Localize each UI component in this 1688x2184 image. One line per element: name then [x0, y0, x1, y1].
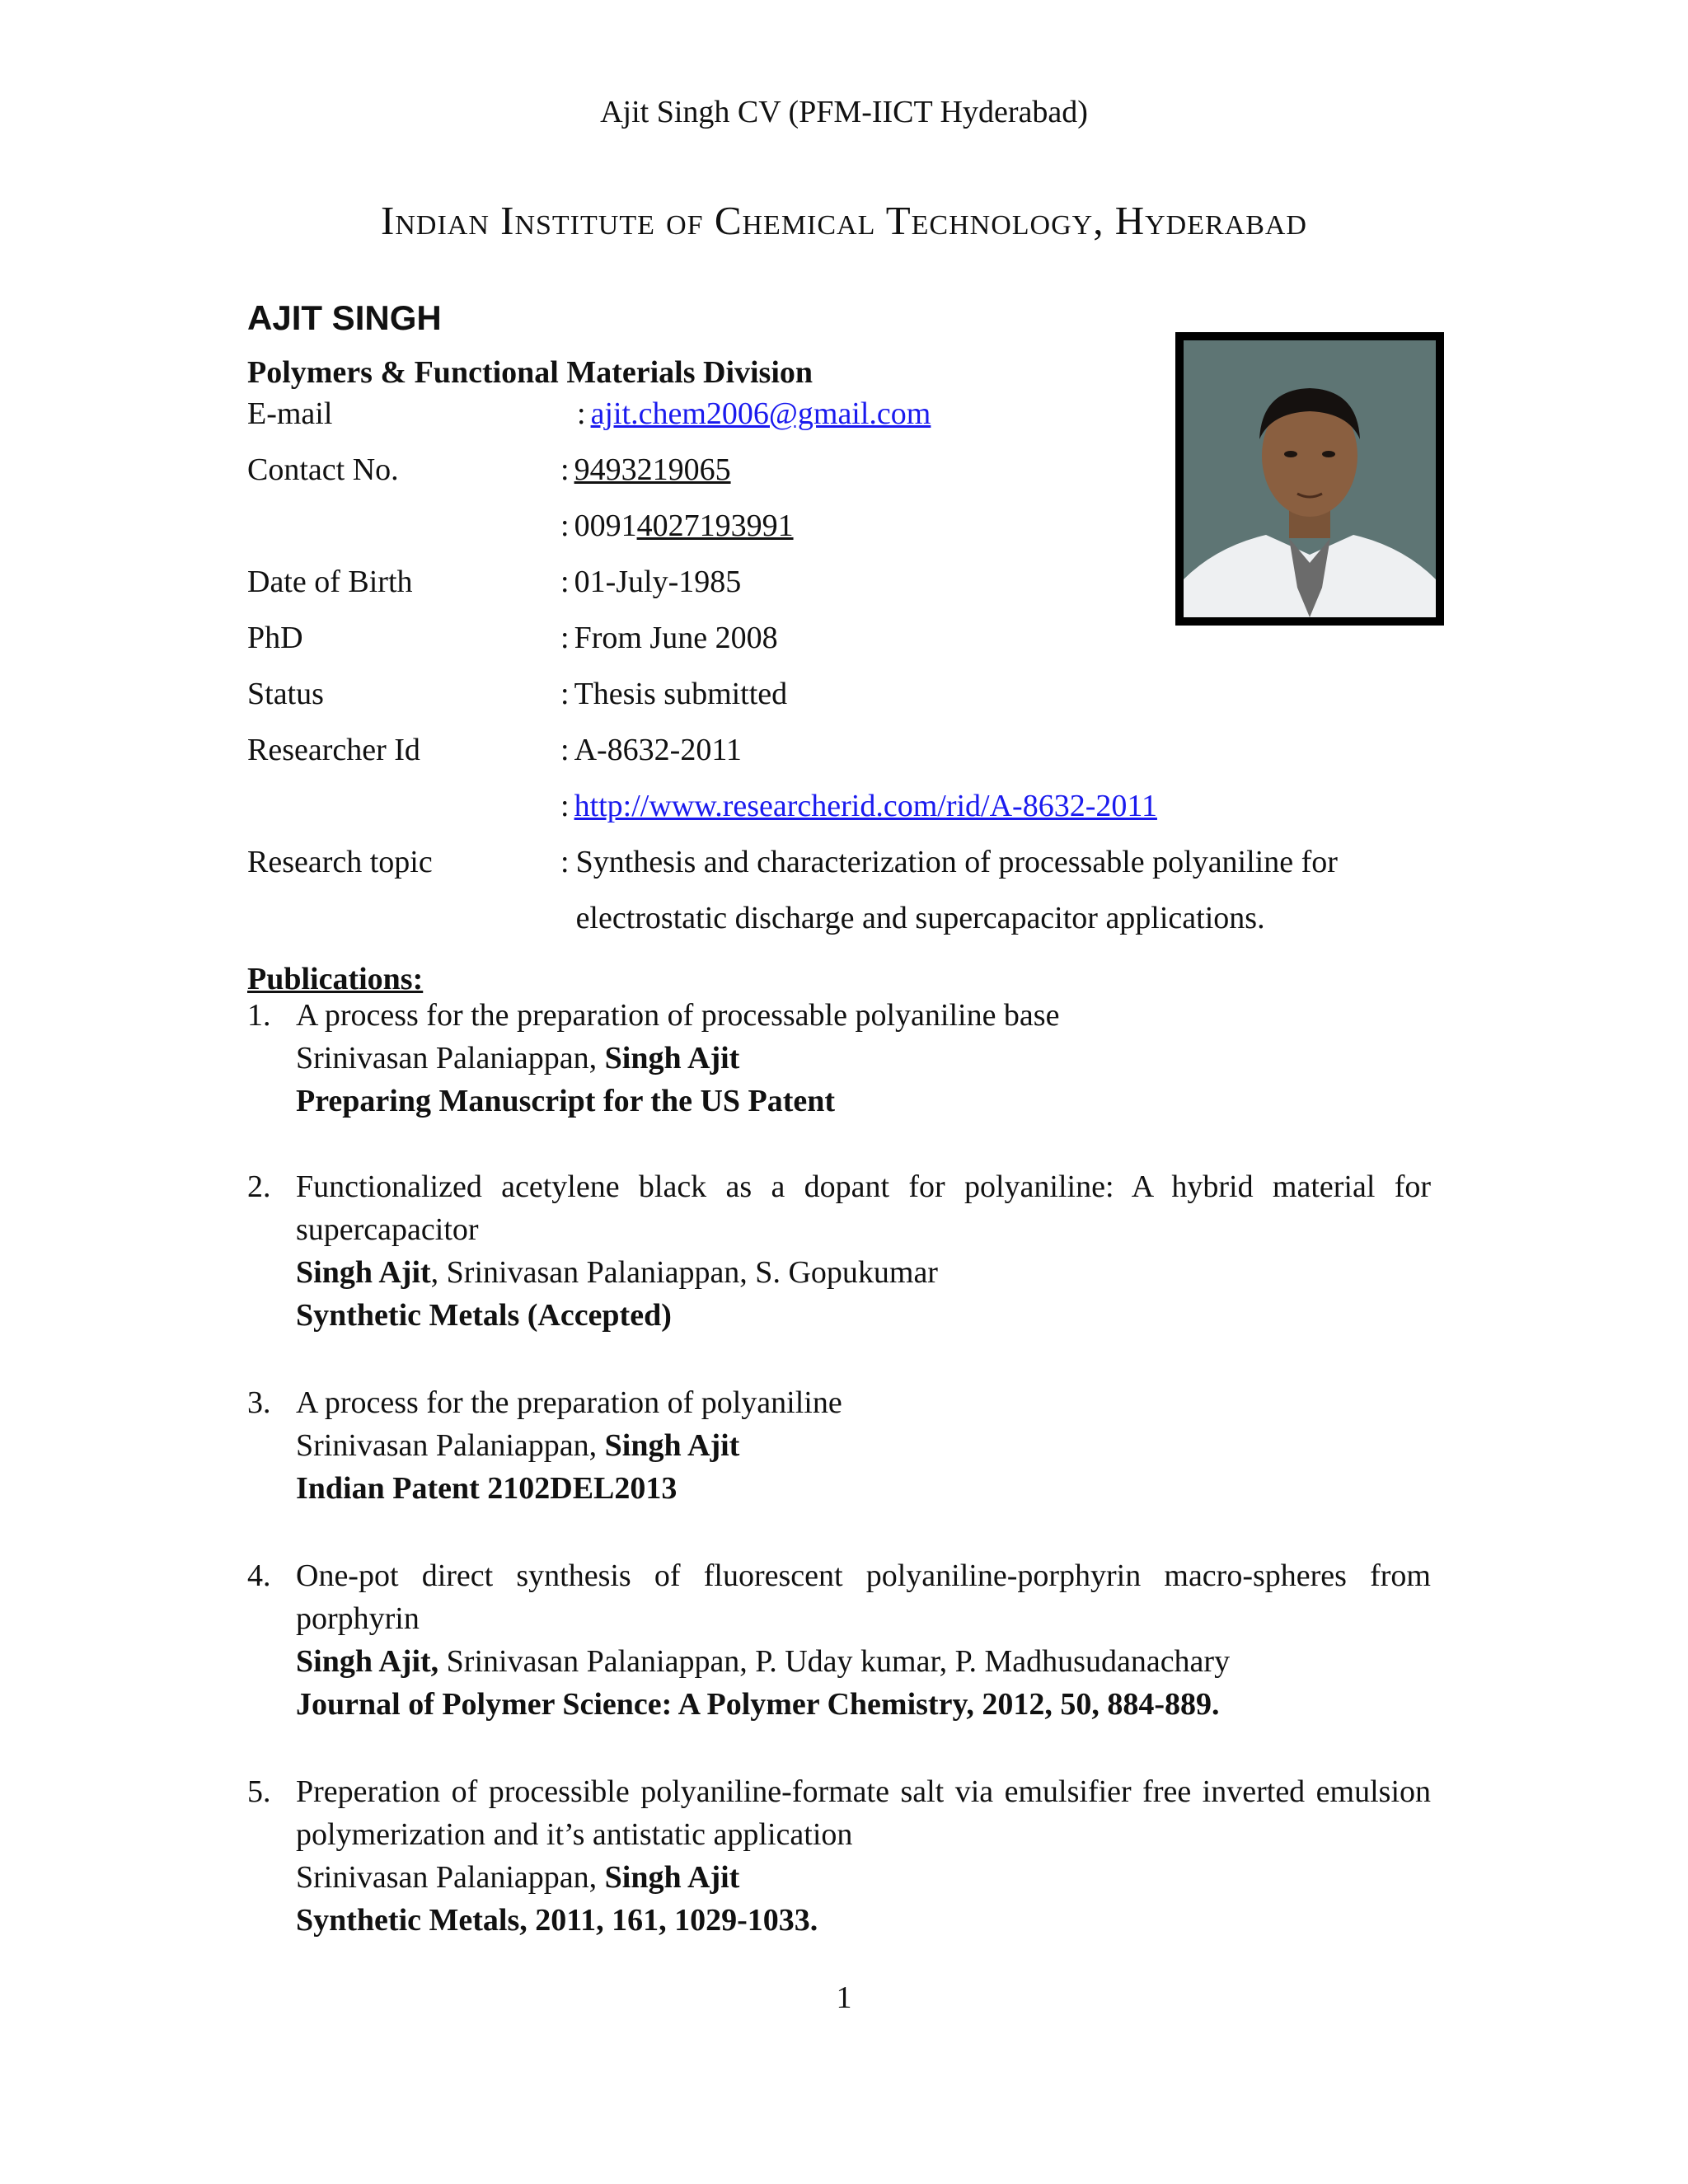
- email-label: E-mail: [247, 396, 333, 431]
- publication-authors: Srinivasan Palaniappan, Singh Ajit: [296, 1860, 740, 1895]
- publication-title: One-pot direct synthesis of fluorescent polyaniline-porphyrin macro-spheres from porphyrin: [296, 1558, 1431, 1636]
- author-self: Singh Ajit: [604, 1860, 740, 1895]
- publication-authors: Singh Ajit, Srinivasan Palaniappan, P. Uday kumar, P. Madhusudanachary: [296, 1644, 1231, 1679]
- colon: :: [560, 452, 570, 487]
- publication-venue: Synthetic Metals (Accepted): [296, 1298, 672, 1333]
- publication-number: 4.: [247, 1558, 271, 1593]
- publication-item: [247, 994, 1431, 1122]
- colon: :: [560, 509, 570, 543]
- publication-venue: Indian Patent 2102DEL2013: [296, 1471, 678, 1506]
- publication-authors: Srinivasan Palaniappan, Singh Ajit: [296, 1428, 740, 1463]
- publication-number: 2.: [247, 1169, 271, 1204]
- phd-label: PhD: [247, 621, 303, 655]
- contact-label: Contact No.: [247, 452, 399, 487]
- publication-authors: Singh Ajit, Srinivasan Palaniappan, S. Gopukumar: [296, 1255, 938, 1290]
- publications-heading: Publications:: [247, 962, 424, 996]
- author-self: Singh Ajit: [604, 1428, 740, 1463]
- colon: :: [577, 396, 586, 431]
- researcher-id-label: Researcher Id: [247, 733, 420, 767]
- publication-item: [247, 1770, 1431, 1942]
- author-self: Singh Ajit: [296, 1255, 431, 1290]
- colon: :: [560, 789, 570, 823]
- portrait-image: [1184, 340, 1436, 617]
- dob-label: Date of Birth: [247, 565, 413, 599]
- publication-number: 3.: [247, 1385, 271, 1420]
- dob-value: 01-July-1985: [574, 565, 742, 599]
- author-self: Singh Ajit: [604, 1041, 740, 1076]
- author-self: Singh Ajit,: [296, 1644, 439, 1679]
- institute-title: Indian Institute of Chemical Technology, Hyderabad: [381, 198, 1307, 243]
- publication-item: [247, 1381, 1431, 1510]
- colon: :: [560, 565, 570, 599]
- publication-title: A process for the preparation of polyaniline: [296, 1385, 842, 1420]
- publication-number: 5.: [247, 1774, 271, 1809]
- publication-authors: Srinivasan Palaniappan, Singh Ajit: [296, 1041, 740, 1076]
- phone-secondary[interactable]: 4027193991: [636, 509, 794, 543]
- colon: :: [560, 845, 570, 879]
- phd-value: From June 2008: [574, 621, 778, 655]
- status-value: Thesis submitted: [574, 677, 788, 711]
- phone-secondary-prefix: 0091: [574, 509, 637, 543]
- publication-item: [247, 1165, 1431, 1337]
- publication-venue: Synthetic Metals, 2011, 161, 1029-1033.: [296, 1903, 818, 1938]
- colon: :: [560, 733, 570, 767]
- research-topic-value: Synthesis and characterization of processable polyaniline for electrostatic discharge and supercapacitor applications.: [575, 845, 1338, 935]
- profile-photo: [1175, 332, 1444, 626]
- colon: :: [560, 677, 570, 711]
- publication-venue: Journal of Polymer Science: A Polymer Chemistry, 2012, 50, 884-889.: [296, 1687, 1220, 1722]
- publication-title: Functionalized acetylene black as a dopant for polyaniline: A hybrid material for supercapacitor: [296, 1169, 1431, 1247]
- publication-title: A process for the preparation of processable polyaniline base: [296, 998, 1060, 1033]
- status-label: Status: [247, 677, 324, 711]
- publication-item: [247, 1554, 1431, 1726]
- researcher-id-link[interactable]: http://www.researcherid.com/rid/A-8632-2011: [574, 789, 1157, 823]
- division-name: Polymers & Functional Materials Division: [247, 355, 814, 390]
- publication-title: Preperation of processible polyaniline-formate salt via emulsifier free inverted emulsion polymerization and it’s antistatic application: [296, 1774, 1431, 1852]
- running-header: Ajit Singh CV (PFM-IICT Hyderabad): [600, 95, 1088, 129]
- phone-primary[interactable]: 9493219065: [574, 452, 731, 487]
- colon: :: [560, 621, 570, 655]
- researcher-id-value: A-8632-2011: [574, 733, 742, 767]
- page-number: 1: [836, 1980, 852, 2015]
- research-topic-label: Research topic: [247, 845, 433, 879]
- person-name: AJIT SINGH: [247, 298, 442, 337]
- publication-venue: Preparing Manuscript for the US Patent: [296, 1084, 836, 1118]
- publication-number: 1.: [247, 998, 271, 1033]
- email-link[interactable]: ajit.chem2006@gmail.com: [590, 396, 931, 431]
